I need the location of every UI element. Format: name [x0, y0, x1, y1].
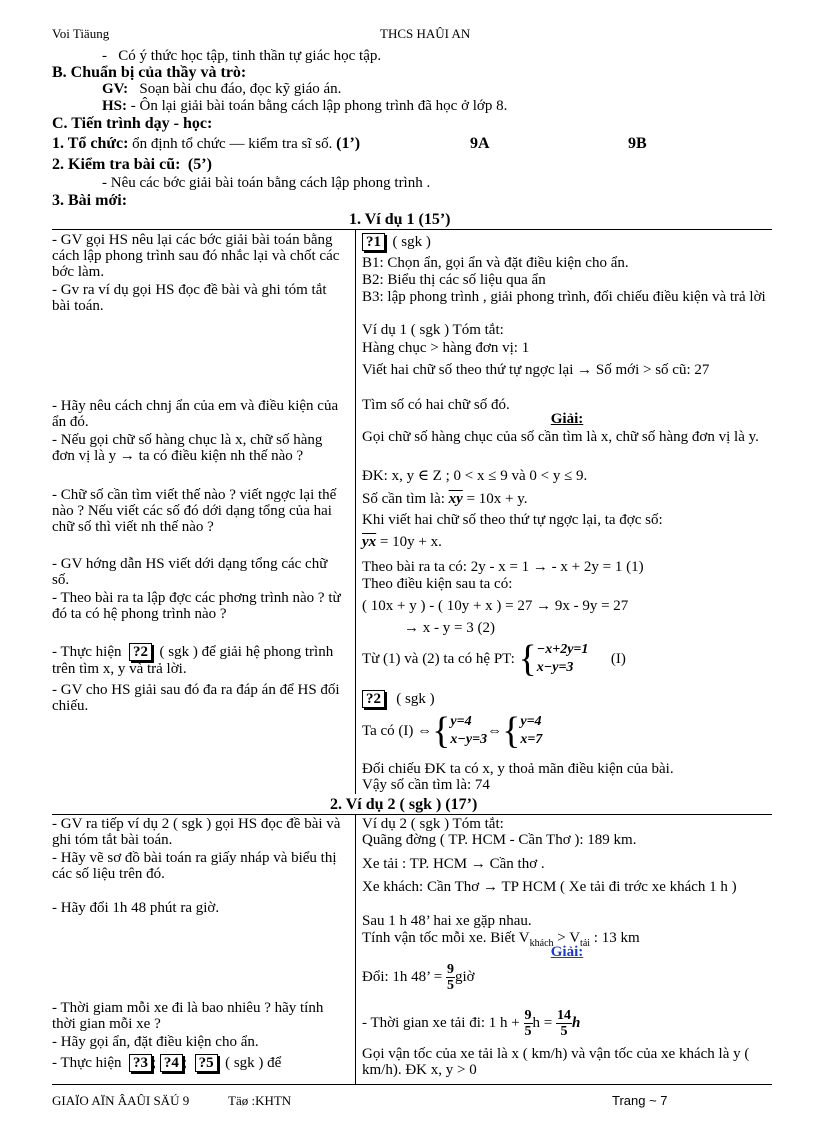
taco-line: Ta có (I) ⇔{y=4 x−y=3⇔{y=4 x=7 — [362, 710, 543, 752]
summary-2: Viết hai chữ số theo thứ tự ngợc lại → Số mới > số cũ: 27 — [362, 362, 710, 378]
left-note-6: - GV hớng dẫn HS viết dới dạng tổng các chữ số. — [52, 556, 328, 588]
bullet-icon: - — [102, 48, 107, 64]
column-divider — [355, 814, 356, 1084]
example-2-heading: 2. Ví dụ 2 ( sgk ) (17’) — [330, 796, 478, 813]
question-2-box-right: ?2 — [362, 690, 385, 708]
ex2-left-2: - Hãy vẽ sơ đồ bài toán ra giấy nháp và biểu thị các số liệu trên đó. — [52, 850, 337, 882]
page-number: Trang ~ 7 — [612, 1093, 668, 1108]
hs-line: HS: - Ôn lại giải bài toán bằng cách lập phong trình đã học ở lớp 8. — [102, 98, 508, 114]
question-5-box: ?5 — [195, 1054, 218, 1072]
ex2-left-5: - Hãy gọi ẩn, đặt điều kiện cho ẩn. — [52, 1034, 259, 1050]
class-9b: 9B — [628, 135, 647, 152]
sol-8: ( 10x + y ) - ( 10y + x ) = 27 → 9x - 9y = 27 — [362, 598, 629, 614]
sol-7: Theo điều kiện sau ta có: — [362, 576, 513, 592]
item-2-text: - Nêu các bớc giải bài toán bằng cách lập phong trình . — [102, 175, 431, 191]
footer-left: GIAÏO AÏN ÂAÛI SÄÚ 9 — [52, 1093, 190, 1108]
ex2-r5: Tính vận tốc mỗi xe. Biết $V_{khách} > V_{tải}$ : 13 km — [362, 930, 640, 949]
left-note-4: - Nếu gọi chữ số hàng chục là x, chữ số hàng đơn vị là y → ta có điều kiện nh thế nào ? — [52, 432, 323, 464]
step-3: B3: lập phong trình , giải phong trình, đối chiếu điều kiện và trả lời — [362, 289, 766, 305]
sol-9: → x - y = 3 (2) — [404, 620, 495, 636]
left-note-7: - Theo bài ra ta lập đợc các phơng trình nào ? từ đó ta có hệ phong trình nào ? — [52, 590, 341, 622]
summary-title: Ví dụ 1 ( sgk ) Tóm tắt: — [362, 322, 504, 338]
brace-icon: { — [518, 638, 537, 680]
sol-1: Gọi chữ số hàng chục của số cần tìm là x, chữ số hàng đơn vị là y. — [362, 429, 759, 445]
ex2-left-3: - Hãy đổi 1h 48 phút ra giờ. — [52, 900, 220, 916]
summary-1: Hàng chục > hàng đơn vị: 1 — [362, 340, 530, 356]
section-b-heading: B. Chuẩn bị của thầy và trò: — [52, 64, 247, 81]
gv-line: GV: Soạn bài chu đáo, đọc kỹ giáo án. — [102, 81, 342, 97]
time-line: - Thời gian xe tải đi: 1 h + $\frac{9}{5}$ h = $\frac{14}{5}$ h — [362, 1008, 581, 1039]
divider — [52, 814, 772, 815]
ex2-left-4: - Thời giam mỗi xe đi là bao nhiêu ? hãy tính thời gian mỗi xe ? — [52, 1000, 324, 1032]
answer-line: Vậy số cần tìm là: 74 — [362, 777, 490, 793]
left-note-3: - Hãy nêu cách chnj ẩn của em và điều kiện của ẩn đó. — [52, 398, 339, 430]
left-note-5: - Chữ số cần tìm viết thế nào ? viết ngợc lại thế nào ? Nếu viết các số đó dới dạng tổng của hai chữ số thì viết nh thế nào ? — [52, 487, 337, 535]
bullet-line: - Có ý thức học tập, tinh thần tự giác học tập. — [102, 48, 382, 64]
find-line: Tìm số có hai chữ số đó. — [362, 397, 510, 413]
ex2-r2: Xe tải : TP. HCM → Cần thơ . — [362, 856, 545, 872]
footer-divider — [52, 1084, 772, 1085]
question-4-box: ?4 — [160, 1054, 183, 1072]
ex2-solution-label: Giải: — [550, 944, 584, 960]
class-9a: 9A — [470, 135, 490, 152]
ex2-summary-title: Ví dụ 2 ( sgk ) Tóm tắt: — [362, 816, 504, 832]
fraction: $\frac{9}{5}$ — [447, 962, 455, 993]
ex2-left-6: - Thực hiện ?3 ; ?4 ; ?5 ( sgk ) để — [52, 1055, 282, 1071]
ex2-r3: Xe khách: Cần Thơ → TP HCM ( Xe tải đi trớc xe khách 1 h ) — [362, 879, 737, 895]
sol-4: Khi viết hai chữ số theo thứ tự ngợc lại, ta đợc số: — [362, 512, 663, 528]
example-1-heading: 1. Ví dụ 1 (15’) — [349, 211, 451, 228]
question-3-box: ?3 — [129, 1054, 152, 1072]
question-2-box: ?2 — [129, 643, 152, 661]
footer-mid: Täø :KHTN — [228, 1093, 292, 1108]
ex2-left-1: - GV ra tiếp ví dụ 2 ( sgk ) gọi HS đọc đề bài và ghi tóm tắt bài toán. — [52, 816, 341, 848]
step-2: B2: Biểu thị các số liệu qua ẩn — [362, 272, 546, 288]
section-c-heading: C. Tiến trình dạy - học: — [52, 115, 213, 132]
header-center: THCS HAÛI AN — [380, 26, 471, 41]
sol-3: Số cần tìm là: $\overline{xy} = 10x + y$. — [362, 491, 528, 507]
question-1-box: ?1 — [362, 233, 385, 251]
doi-line: Đổi: 1h 48’ = $\frac{9}{5}$ giờ — [362, 962, 475, 993]
sol-5: $\overline{yx} = 10y + x$. — [362, 534, 442, 550]
left-note-8: - Thực hiện ?2 ( sgk ) để giải hệ phong trình trên tìm x, y và trả lời. — [52, 644, 334, 677]
sol-6: Theo bài ra ta có: 2y - x = 1 → - x + 2y = 1 (1) — [362, 559, 644, 575]
q2-line: ?2 ( sgk ) — [362, 690, 772, 708]
item-3-heading: 3. Bài mới: — [52, 192, 128, 209]
last-line: Gọi vận tốc của xe tải là x ( km/h) và vận tốc của xe khách là y ( km/h). ĐK x, y > 0 — [362, 1046, 750, 1078]
item-2-line: 2. Kiểm tra bài cũ: (5’) — [52, 156, 212, 173]
step-1: B1: Chọn ẩn, gọi ẩn và đặt điều kiện cho ẩn. — [362, 255, 629, 271]
left-note-9: - GV cho HS giải sau đó đa ra đáp án để HS đối chiếu. — [52, 682, 340, 714]
divider — [52, 229, 772, 230]
ex2-r1: Quãng đờng ( TP. HCM - Cần Thơ ): 189 km. — [362, 832, 637, 848]
column-divider — [355, 229, 356, 794]
xy-number: $\overline{xy}$ — [448, 491, 463, 507]
check-line: Đối chiếu ĐK ta có x, y thoả mãn điều kiện của bài. — [362, 761, 674, 777]
sol-2: ĐK: x, y ∈ Z ; 0 < x ≤ 9 và 0 < y ≤ 9. — [362, 468, 588, 484]
header-left: Voi Tiäung — [52, 26, 110, 41]
system-b: y=4 x=7 — [520, 714, 543, 747]
system-line: Từ (1) và (2) ta có hệ PT: {−x+2y=1 x−y=3 (I) — [362, 638, 626, 680]
left-note-1: - GV gọi HS nêu lại các bớc giải bài toán bằng cách lập phong trình sau đó nhắc lại và chốt các bớc làm. — [52, 232, 340, 280]
yx-number: $\overline{yx}$ — [362, 534, 377, 550]
system-a: y=4 x−y=3 — [450, 714, 488, 747]
left-note-2: - Gv ra ví dụ gọi HS đọc đề bài và ghi tóm tắt bài toán. — [52, 282, 327, 314]
q1-line: ?1 ( sgk ) — [362, 233, 772, 251]
system-equations: −x+2y=1 x−y=3 — [536, 642, 589, 675]
item-1-line: 1. Tổ chức: ổn định tổ chức — kiểm tra sĩ số. (1’) — [52, 135, 361, 152]
ex2-r4: Sau 1 h 48’ hai xe gặp nhau. — [362, 913, 532, 929]
solution-label: Giải: — [550, 411, 584, 427]
